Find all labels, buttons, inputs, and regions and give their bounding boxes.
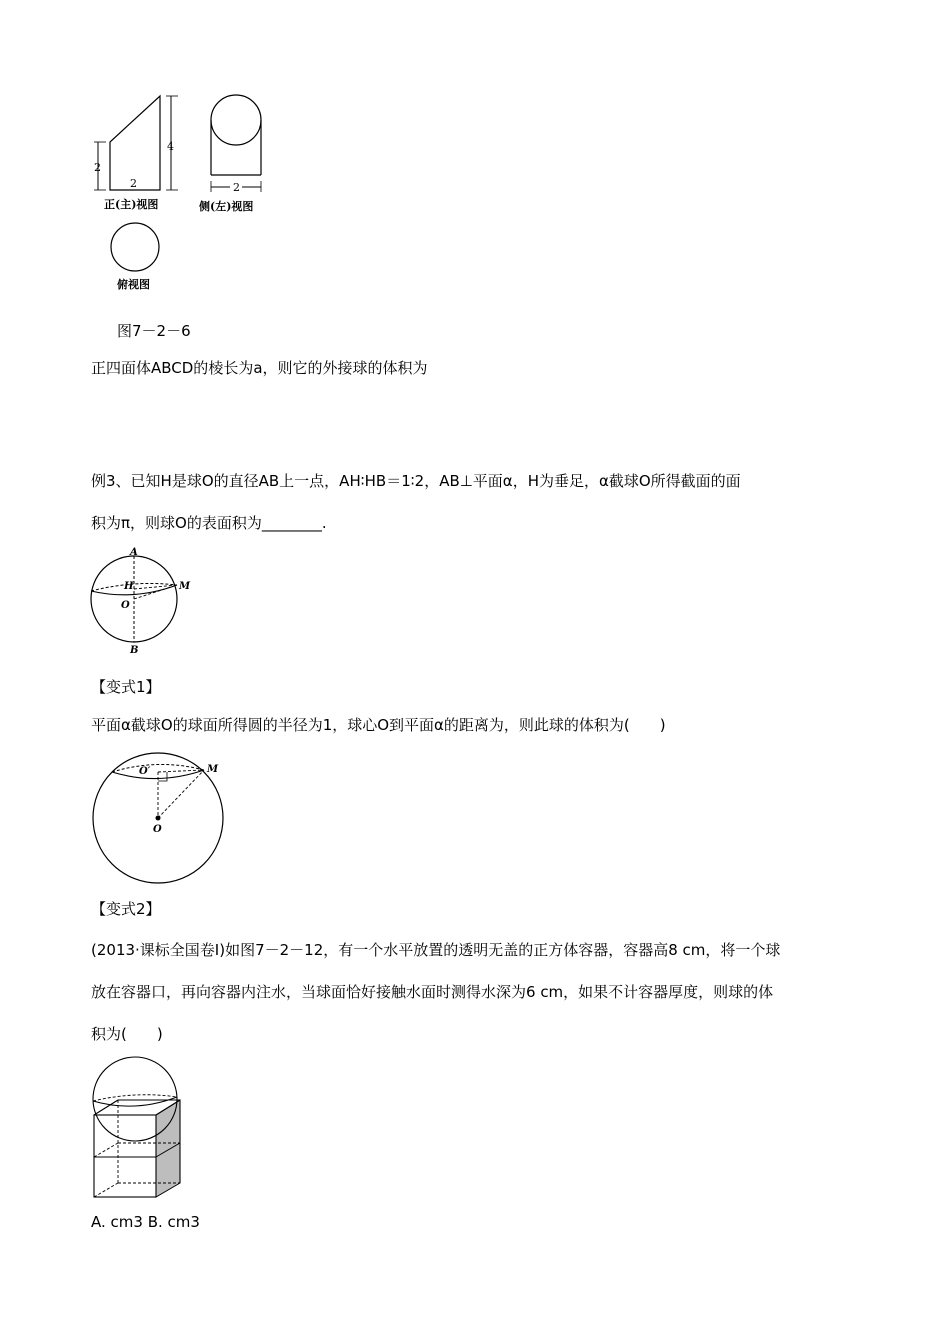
- three-view-figure: [88, 88, 278, 298]
- label-b: B: [130, 645, 139, 656]
- variant2-options: A. cm3 B. cm3: [91, 1213, 200, 1231]
- label-o: O: [153, 824, 162, 835]
- label-a: A: [130, 547, 138, 558]
- question-tetrahedron: 正四面体ABCD的棱长为a，则它的外接球的体积为: [91, 359, 428, 377]
- variant1-sphere-figure: [88, 752, 238, 886]
- top-view-caption: 俯视图: [117, 278, 150, 291]
- front-right-dim: 4: [167, 140, 174, 153]
- variant2-cube-figure: [88, 1055, 188, 1201]
- variant2-line1: (2013·课标全国卷Ⅰ)如图7－2－12，有一个水平放置的透明无盖的正方体容器，容器高8 cm，将一个球: [91, 941, 781, 959]
- variant2-line2: 放在容器口，再向容器内注水，当球面恰好接触水面时测得水深为6 cm，如果不计容器厚度，则球的体: [91, 983, 774, 1001]
- label-o: O: [121, 600, 130, 611]
- variant1-text: 平面α截球O的球面所得圆的半径为1，球心O到平面α的距离为，则此球的体积为( ): [91, 716, 666, 734]
- side-view-caption: 侧(左)视图: [199, 200, 254, 213]
- front-view-shape: [110, 96, 160, 190]
- front-left-dim: 2: [94, 161, 101, 174]
- example3-line1: 例3、已知H是球O的直径AB上一点，AH∶HB＝1∶2，AB⊥平面α，H为垂足，α截球O所得截面的面: [91, 472, 741, 490]
- variant2-title: 【变式2】: [91, 900, 161, 918]
- label-o-prime: O′: [139, 766, 151, 777]
- front-view-caption: 正(主)视图: [104, 198, 159, 211]
- label-m: M: [179, 581, 191, 592]
- variant1-title: 【变式1】: [91, 678, 161, 696]
- label-h: H: [124, 581, 134, 592]
- side-bottom-dim: 2: [233, 181, 240, 194]
- example3-line2: 积为π，则球O的表面积为________.: [91, 514, 327, 532]
- example3-sphere-figure: [84, 545, 194, 657]
- top-view-circle: [111, 223, 159, 271]
- variant2-line3: 积为( ): [91, 1025, 163, 1043]
- side-view-circle: [211, 95, 261, 145]
- figure-caption: 图7－2－6: [117, 322, 191, 340]
- front-bottom-dim: 2: [130, 177, 137, 190]
- label-m: M: [207, 764, 219, 775]
